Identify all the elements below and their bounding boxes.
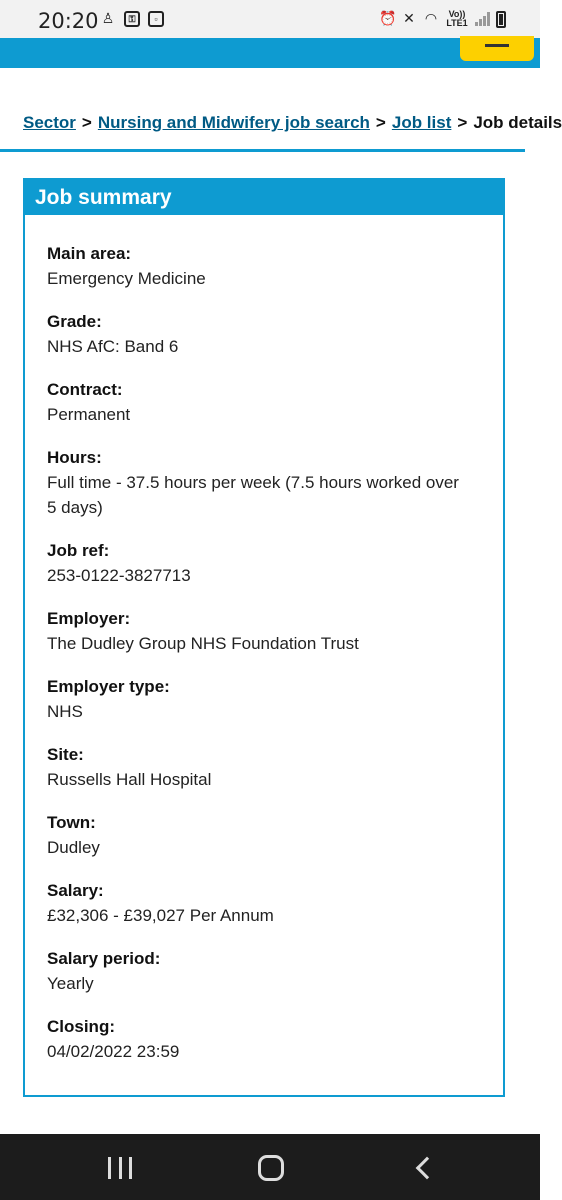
field-value: NHS: [47, 702, 83, 721]
breadcrumb: [23, 113, 562, 133]
field-job-ref: [47, 538, 481, 588]
menu-button[interactable]: [460, 36, 534, 61]
alarm-icon: ⏰: [379, 11, 397, 27]
field-value: Yearly: [47, 974, 94, 993]
field-label: Employer type:: [47, 677, 170, 696]
status-left-icons: [100, 11, 164, 27]
field-contract: [47, 377, 481, 427]
person-icon: ♙: [101, 11, 115, 27]
field-value: £32,306 - £39,027 Per Annum: [47, 906, 274, 925]
battery-icon: [496, 11, 506, 28]
field-employer-type: [47, 674, 481, 724]
field-label: Contract:: [47, 380, 123, 399]
field-value: Emergency Medicine: [47, 269, 206, 288]
job-summary-body: [25, 215, 503, 1064]
volte-text-top: Vo)): [448, 9, 466, 19]
volte-text-bottom: LTE1: [446, 18, 468, 28]
home-icon[interactable]: [258, 1155, 284, 1181]
job-summary-card: [23, 178, 505, 1097]
field-value: 04/02/2022 23:59: [47, 1042, 180, 1061]
field-town: [47, 810, 481, 860]
field-employer: [47, 606, 481, 656]
field-value: NHS AfC: Band 6: [47, 337, 179, 356]
field-grade: [47, 309, 481, 359]
field-label: Main area:: [47, 244, 132, 263]
field-value: 253-0122-3827713: [47, 566, 191, 585]
field-label: Site:: [47, 745, 84, 764]
breadcrumb-separator: >: [457, 113, 468, 132]
field-label: Closing:: [47, 1017, 115, 1036]
field-value: Full time - 37.5 hours per week (7.5 hours worked over 5 days): [47, 473, 459, 517]
field-salary: [47, 878, 481, 928]
field-label: Job ref:: [47, 541, 110, 560]
field-value: Permanent: [47, 405, 131, 424]
breadcrumb-link-job-list[interactable]: Job list: [391, 113, 452, 132]
wifi-icon: ◠: [424, 11, 438, 27]
field-label: Town:: [47, 813, 96, 832]
field-label: Grade:: [47, 312, 102, 331]
key-icon: ⚿: [124, 11, 140, 27]
breadcrumb-separator: >: [81, 113, 92, 132]
section-divider: [0, 149, 525, 152]
field-site: [47, 742, 481, 792]
field-label: Salary period:: [47, 949, 161, 968]
screen-icon: ▫: [148, 11, 164, 27]
signal-icon: [475, 12, 490, 26]
mute-icon: ✕: [403, 11, 415, 27]
field-value: The Dudley Group NHS Foundation Trust: [47, 634, 359, 653]
volte-icon: [445, 10, 469, 28]
status-time: 20:20: [38, 9, 99, 33]
field-main-area: [47, 241, 481, 291]
recent-apps-icon[interactable]: [108, 1157, 132, 1179]
breadcrumb-separator: >: [375, 113, 386, 132]
app-header: [0, 38, 540, 68]
field-value: Dudley: [47, 838, 100, 857]
status-right-icons: [379, 10, 506, 28]
field-label: Salary:: [47, 881, 104, 900]
breadcrumb-link-sector[interactable]: Sector: [23, 113, 76, 132]
system-nav-bar: [0, 1134, 540, 1200]
breadcrumb-link-job-search[interactable]: Nursing and Midwifery job search: [97, 113, 370, 132]
job-summary-title: Job summary: [25, 180, 503, 215]
field-closing: [47, 1014, 481, 1064]
field-label: Employer:: [47, 609, 131, 628]
status-bar: [0, 0, 540, 38]
field-hours: [47, 445, 481, 520]
breadcrumb-current: Job details: [473, 113, 562, 132]
field-label: Hours:: [47, 448, 102, 467]
field-salary-period: [47, 946, 481, 996]
back-icon[interactable]: [414, 1157, 432, 1179]
field-value: Russells Hall Hospital: [47, 770, 212, 789]
